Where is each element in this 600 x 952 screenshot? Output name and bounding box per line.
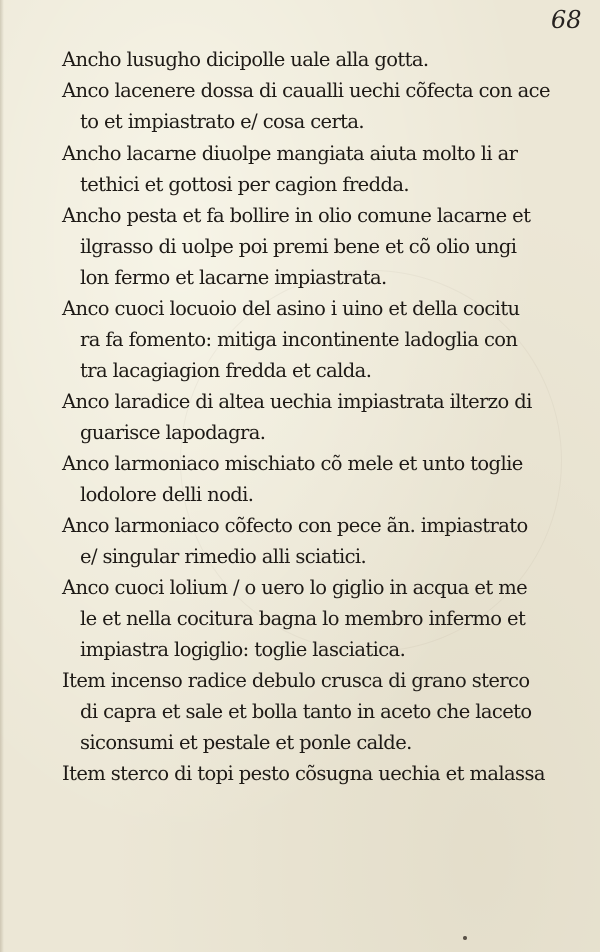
text-line: le et nella cocitura bagna lo membro infermo et xyxy=(80,607,526,630)
text-line: Anco cuoci lolium / o uero lo giglio in acqua et me xyxy=(62,576,528,599)
text-line: tra lacagiagion fredda et calda. xyxy=(80,359,372,382)
text-line: lodolore delli nodi. xyxy=(80,483,254,506)
text-line: guarisce lapodagra. xyxy=(80,421,266,444)
text-line: Ancho pesta et fa bollire in olio comune lacarne et xyxy=(62,204,531,227)
text-line: Item incenso radice debulo crusca di grano sterco xyxy=(62,669,530,692)
text-line: impiastra logiglio: toglie lasciatica. xyxy=(80,638,406,661)
folio-number: 68 xyxy=(551,6,582,34)
text-line: Ancho lusugho dicipolle uale alla gotta. xyxy=(62,48,429,71)
text-line: Ancho lacarne diuolpe mangiata aiuta molto li ar xyxy=(62,142,518,165)
text-line: Anco lacenere dossa di caualli uechi cõfecta con ace xyxy=(62,79,550,102)
text-line: tethici et gottosi per cagion fredda. xyxy=(80,173,409,196)
text-line: Anco cuoci locuoio del asino i uino et della cocitu xyxy=(62,297,520,320)
text-line: ra fa fomento: mitiga incontinente ladoglia con xyxy=(80,328,518,351)
text-line: Anco larmoniaco mischiato cõ mele et unto toglie xyxy=(62,452,523,475)
text-line: siconsumi et pestale et ponle calde. xyxy=(80,731,412,754)
text-line: di capra et sale et bolla tanto in aceto che laceto xyxy=(80,700,532,723)
ink-speck xyxy=(463,936,467,940)
text-line: Anco laradice di altea uechia impiastrata ilterzo di xyxy=(62,390,532,413)
text-line: to et impiastrato e/ cosa certa. xyxy=(80,110,365,133)
text-line: Anco larmoniaco cõfecto con pece ãn. impiastrato xyxy=(62,514,528,537)
text-line: lon fermo et lacarne impiastrata. xyxy=(80,266,387,289)
text-line: e/ singular rimedio alli sciatici. xyxy=(80,545,367,568)
text-line: Item sterco di topi pesto cõsugna uechia et malassa xyxy=(62,762,545,785)
text-line: ilgrasso di uolpe poi premi bene et cõ olio ungi xyxy=(80,235,517,258)
